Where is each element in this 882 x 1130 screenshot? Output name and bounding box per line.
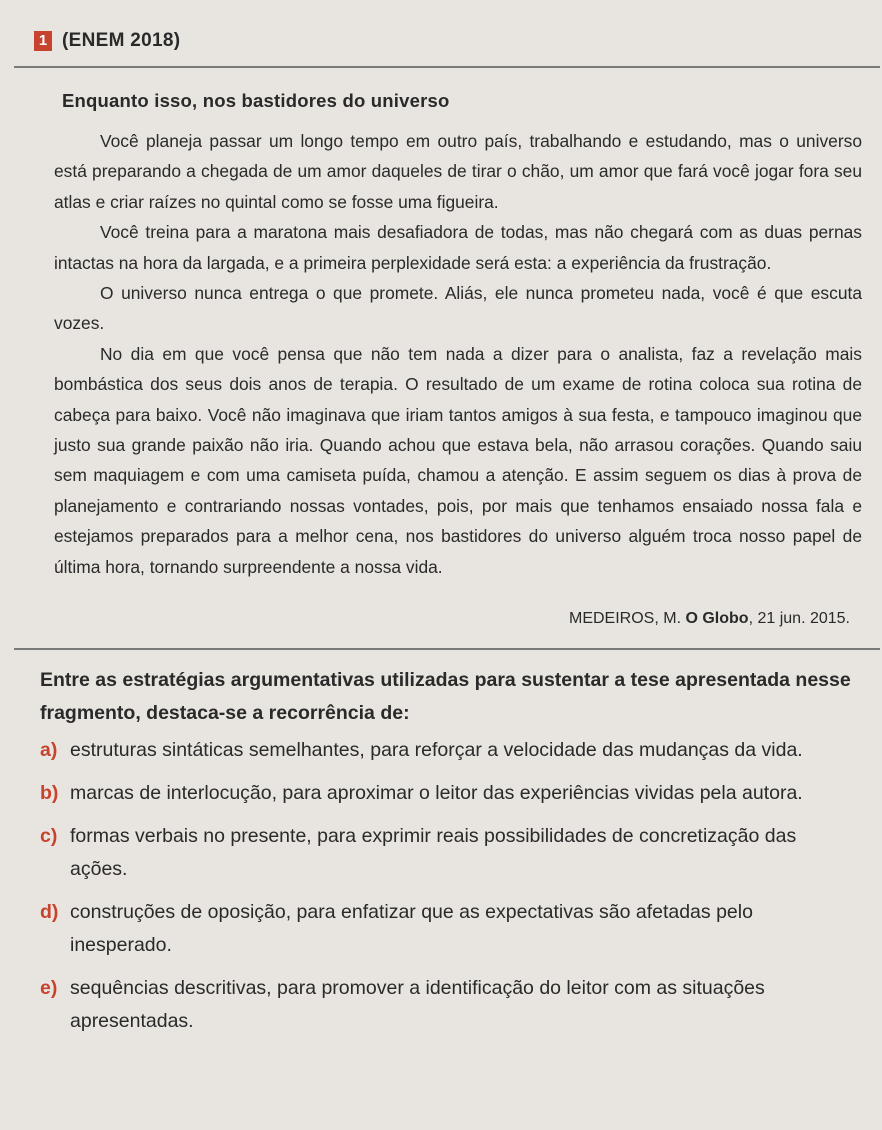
- text-title: Enquanto isso, nos bastidores do universo: [62, 90, 450, 111]
- paragraph-2: Você treina para a maratona mais desafiadora de todas, mas não chegará com as duas pernas intactas na hora da largada, e a primeira perplexidade será esta: a experiência da frustração.: [54, 222, 862, 273]
- question: [40, 664, 855, 1048]
- question-number: 1: [34, 31, 52, 51]
- source-citation: [569, 610, 850, 628]
- source-date: , 21 jun. 2015.: [748, 610, 850, 627]
- option-letter: d): [40, 901, 59, 923]
- option-letter: c): [40, 825, 58, 847]
- option-text: sequências descritivas, para promover a identificação do leitor com as situações apresentadas.: [70, 977, 765, 1032]
- question-header: [34, 30, 180, 52]
- source-publication: O Globo: [685, 610, 749, 627]
- question-stem: Entre as estratégias argumentativas utilizadas para sustentar a tese apresentada nesse fragmento, destaca-se a recorrência de:: [40, 669, 851, 724]
- option-d[interactable]: [40, 896, 855, 962]
- option-text: marcas de interlocução, para aproximar o leitor das experiências vividas pela autora.: [70, 782, 803, 804]
- option-letter: b): [40, 782, 59, 804]
- paragraph-4: No dia em que você pensa que não tem nada a dizer para o analista, faz a revelação mais bombástica dos seus dois anos de terapia. O resultado de um exame de rotina coloca sua rotina de cabeça para baixo. Você não imaginava que iriam tantos amigos à sua festa, e tampouco imaginou que justo sua grande paixão não iria. Quando achou que estava bela, não arrasou corações. Quando saiu sem maquiagem e com uma camiseta puída, chamou a atenção. E assim seguem os dias à prova de planejamento e contrariando nossas vontades, pois, por mais que tenhamos ensaiado nossa fala e estejamos preparados para a melhor cena, nos bastidores do universo alguém troca nosso papel de última hora, tornando surpreendente a nossa vida.: [54, 343, 862, 577]
- option-c[interactable]: [40, 820, 855, 886]
- passage: [54, 126, 862, 582]
- option-a[interactable]: [40, 734, 855, 767]
- paragraph-3: O universo nunca entrega o que promete. Aliás, ele nunca prometeu nada, você é que escuta vozes.: [54, 283, 862, 334]
- source-author: MEDEIROS, M.: [569, 610, 682, 627]
- exam-label: (ENEM 2018): [62, 30, 181, 51]
- option-letter: e): [40, 977, 58, 999]
- paragraph-1: Você planeja passar um longo tempo em outro país, trabalhando e estudando, mas o universo está preparando a chegada de um amor daqueles de tirar o chão, um amor que fará você jogar fora seu atlas e criar raízes no quintal como se fosse uma figueira.: [54, 131, 862, 212]
- option-text: formas verbais no presente, para exprimir reais possibilidades de concretização das ações.: [70, 825, 797, 880]
- text-box: [14, 66, 880, 650]
- option-letter: a): [40, 739, 58, 761]
- option-b[interactable]: [40, 777, 855, 810]
- option-text: construções de oposição, para enfatizar que as expectativas são afetadas pelo inesperado.: [70, 901, 753, 956]
- option-text: estruturas sintáticas semelhantes, para reforçar a velocidade das mudanças da vida.: [70, 739, 803, 761]
- option-e[interactable]: [40, 972, 855, 1038]
